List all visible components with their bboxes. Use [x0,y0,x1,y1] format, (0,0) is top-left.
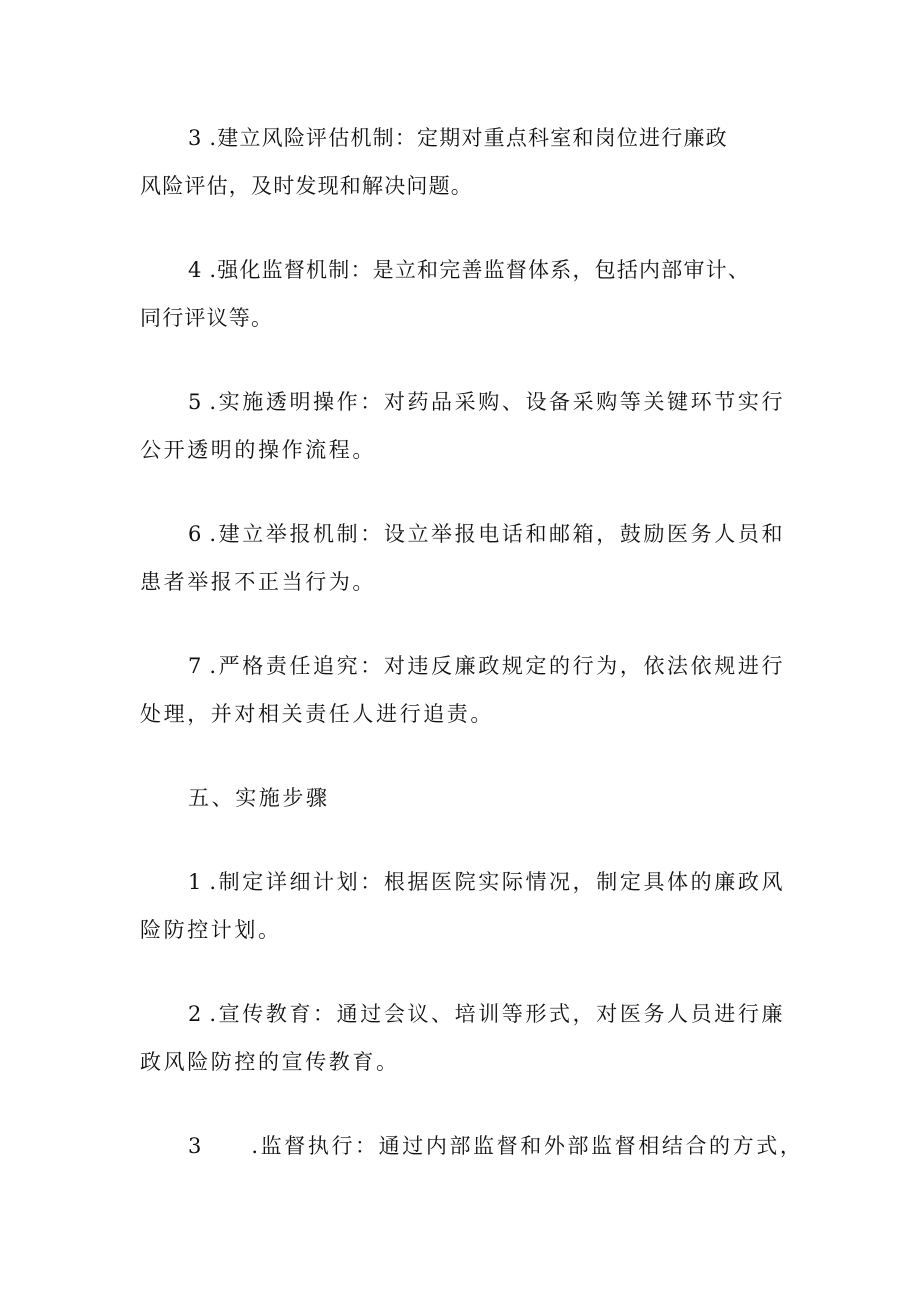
item-text: .强化监督机制：是立和完善监督体系，包括内部审计、 [209,258,751,282]
item-5-line-2: 公开透明的操作流程。 [140,438,376,462]
item-7-line-1 [188,652,785,680]
item-7-line-2: 处理，并对相关责任人进行追责。 [140,702,494,726]
step-text: .制定详细计划：根据医院实际情况，制定具体的廉政风 [209,870,786,894]
step-3-line-1 [188,1132,803,1160]
item-number: 4 [188,258,202,282]
step-2-line-1 [188,1000,785,1028]
item-text: .建立风险评估机制：定期对重点科室和岗位进行廉政 [209,126,728,150]
step-1-line-1 [188,868,785,896]
step-text: .监督执行：通过内部监督和外部监督相结合的方式， [251,1134,804,1158]
step-number: 1 [188,870,202,894]
step-text: .宣传教育：通过会议、培训等形式，对医务人员进行廉 [209,1002,786,1026]
item-6-line-2: 患者举报不正当行为。 [140,570,376,594]
item-text: .实施透明操作：对药品采购、设备采购等关键环节实行 [209,390,786,414]
item-4-line-2: 同行评议等。 [140,306,274,330]
item-3-line-2: 风险评估，及时发现和解决问题。 [140,174,473,198]
step-2-line-2: 政风险防控的宣传教育。 [140,1050,400,1074]
item-3-line-1 [188,124,728,152]
item-6-line-1 [188,520,785,548]
item-number: 5 [188,390,202,414]
item-number: 3 [188,126,202,150]
item-text: .建立举报机制：设立举报电话和邮箱，鼓励医务人员和 [209,522,786,546]
item-number: 6 [188,522,202,546]
step-number: 2 [188,1002,202,1026]
item-4-line-1 [188,256,750,284]
step-number: 3 [188,1134,202,1158]
item-text: .严格责任追究：对违反廉政规定的行为，依法依规进行 [209,654,786,678]
section-heading: 五、实施步骤 [188,786,330,810]
item-5-line-1 [188,388,785,416]
item-number: 7 [188,654,202,678]
step-1-line-2: 险防控计划。 [140,918,282,942]
